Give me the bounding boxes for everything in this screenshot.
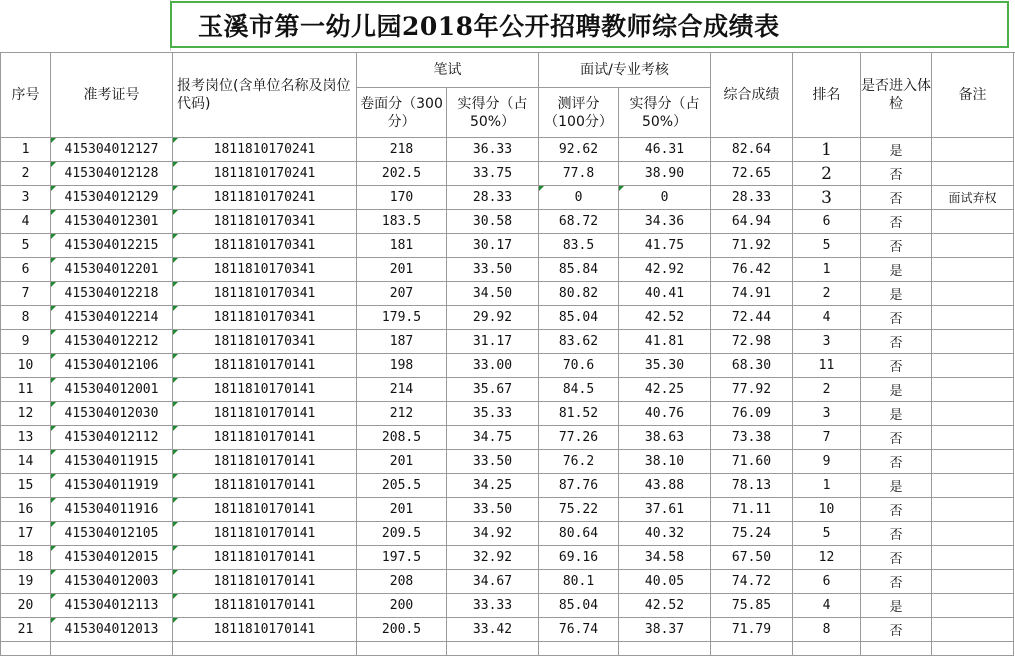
empty-cell[interactable] <box>1 642 51 656</box>
cell-seq[interactable]: 12 <box>1 402 51 426</box>
cell-written-raw[interactable]: 179.5 <box>357 306 447 330</box>
cell-seq[interactable]: 14 <box>1 450 51 474</box>
cell-position[interactable]: 1811810170241 <box>173 138 357 162</box>
empty-cell[interactable] <box>173 642 357 656</box>
cell-note[interactable] <box>932 258 1014 282</box>
cell-rank[interactable]: 4 <box>793 306 861 330</box>
score-table <box>0 52 1014 656</box>
cell-rank[interactable]: 5 <box>793 234 861 258</box>
cell-physical[interactable]: 是 <box>861 594 932 618</box>
cell-total[interactable]: 77.92 <box>711 378 793 402</box>
cell-exam-no[interactable]: 415304011915 <box>51 450 173 474</box>
cell-rank[interactable]: 6 <box>793 210 861 234</box>
empty-cell[interactable] <box>539 642 619 656</box>
empty-cell[interactable] <box>861 642 932 656</box>
cell-note[interactable] <box>932 210 1014 234</box>
cell-physical[interactable]: 否 <box>861 306 932 330</box>
cell-seq[interactable]: 2 <box>1 162 51 186</box>
cell-total[interactable]: 76.42 <box>711 258 793 282</box>
cell-note[interactable] <box>932 546 1014 570</box>
cell-total[interactable]: 75.85 <box>711 594 793 618</box>
header-interview-score[interactable]: 实得分（占50%） <box>619 88 711 138</box>
header-rank[interactable]: 排名 <box>793 53 861 138</box>
cell-written-score[interactable]: 29.92 <box>447 306 539 330</box>
cell-written-raw[interactable]: 218 <box>357 138 447 162</box>
cell-seq[interactable]: 17 <box>1 522 51 546</box>
cell-note[interactable] <box>932 426 1014 450</box>
cell-interview-score[interactable]: 0 <box>619 186 711 210</box>
cell-physical[interactable]: 否 <box>861 162 932 186</box>
cell-interview-raw[interactable]: 75.22 <box>539 498 619 522</box>
cell-interview-raw[interactable]: 85.04 <box>539 306 619 330</box>
cell-exam-no[interactable]: 415304012218 <box>51 282 173 306</box>
table-row <box>1 546 1014 570</box>
cell-rank[interactable]: 12 <box>793 546 861 570</box>
cell-exam-no[interactable]: 415304012127 <box>51 138 173 162</box>
cell-interview-score[interactable]: 40.41 <box>619 282 711 306</box>
cell-position[interactable]: 1811810170141 <box>173 594 357 618</box>
cell-physical[interactable]: 否 <box>861 546 932 570</box>
cell-physical[interactable]: 是 <box>861 378 932 402</box>
cell-seq[interactable]: 6 <box>1 258 51 282</box>
header-note[interactable]: 备注 <box>932 53 1014 138</box>
cell-interview-raw[interactable]: 80.64 <box>539 522 619 546</box>
cell-written-raw[interactable]: 201 <box>357 498 447 522</box>
cell-written-score[interactable]: 28.33 <box>447 186 539 210</box>
cell-written-score[interactable]: 33.50 <box>447 258 539 282</box>
cell-written-raw[interactable]: 212 <box>357 402 447 426</box>
cell-seq[interactable]: 18 <box>1 546 51 570</box>
cell-written-raw[interactable]: 187 <box>357 330 447 354</box>
cell-total[interactable]: 71.92 <box>711 234 793 258</box>
cell-position[interactable]: 1811810170341 <box>173 306 357 330</box>
cell-written-raw[interactable]: 208.5 <box>357 426 447 450</box>
cell-rank[interactable]: 2 <box>793 162 861 186</box>
cell-interview-raw[interactable]: 80.1 <box>539 570 619 594</box>
cell-exam-no[interactable]: 415304012301 <box>51 210 173 234</box>
cell-rank[interactable]: 3 <box>793 402 861 426</box>
cell-written-score[interactable]: 33.50 <box>447 498 539 522</box>
cell-note[interactable] <box>932 234 1014 258</box>
cell-position[interactable]: 1811810170341 <box>173 258 357 282</box>
cell-total[interactable]: 75.24 <box>711 522 793 546</box>
cell-interview-score[interactable]: 35.30 <box>619 354 711 378</box>
table-row <box>1 498 1014 522</box>
empty-cell[interactable] <box>932 642 1014 656</box>
cell-note[interactable] <box>932 306 1014 330</box>
cell-written-score[interactable]: 33.00 <box>447 354 539 378</box>
cell-note[interactable] <box>932 162 1014 186</box>
cell-interview-raw[interactable]: 92.62 <box>539 138 619 162</box>
table-row <box>1 594 1014 618</box>
cell-note[interactable] <box>932 138 1014 162</box>
cell-interview-score[interactable]: 42.52 <box>619 306 711 330</box>
cell-written-score[interactable]: 34.25 <box>447 474 539 498</box>
cell-interview-score[interactable]: 43.88 <box>619 474 711 498</box>
empty-row <box>1 642 1014 656</box>
cell-exam-no[interactable]: 415304012013 <box>51 618 173 642</box>
cell-written-score[interactable]: 30.58 <box>447 210 539 234</box>
cell-seq[interactable]: 7 <box>1 282 51 306</box>
cell-exam-no[interactable]: 415304012015 <box>51 546 173 570</box>
cell-rank[interactable]: 1 <box>793 474 861 498</box>
cell-position[interactable]: 1811810170141 <box>173 546 357 570</box>
cell-position[interactable]: 1811810170241 <box>173 186 357 210</box>
header-interview[interactable]: 面试/专业考核 <box>539 53 711 88</box>
header-written-score[interactable]: 实得分（占50%） <box>447 88 539 138</box>
cell-written-raw[interactable]: 205.5 <box>357 474 447 498</box>
header-seq[interactable]: 序号 <box>1 53 51 138</box>
table-row <box>1 234 1014 258</box>
cell-exam-no[interactable]: 415304012030 <box>51 402 173 426</box>
cell-interview-raw[interactable]: 84.5 <box>539 378 619 402</box>
header-written-raw[interactable]: 卷面分（300分） <box>357 88 447 138</box>
table-row <box>1 282 1014 306</box>
cell-note[interactable] <box>932 354 1014 378</box>
cell-note[interactable] <box>932 570 1014 594</box>
cell-written-raw[interactable]: 200 <box>357 594 447 618</box>
cell-rank[interactable]: 11 <box>793 354 861 378</box>
cell-physical[interactable]: 否 <box>861 210 932 234</box>
cell-written-score[interactable]: 34.92 <box>447 522 539 546</box>
cell-written-score[interactable]: 34.67 <box>447 570 539 594</box>
cell-written-score[interactable]: 30.17 <box>447 234 539 258</box>
cell-exam-no[interactable]: 415304012201 <box>51 258 173 282</box>
cell-position[interactable]: 1811810170141 <box>173 450 357 474</box>
cell-total[interactable]: 74.72 <box>711 570 793 594</box>
title-cell[interactable] <box>170 1 1009 48</box>
cell-physical[interactable]: 是 <box>861 282 932 306</box>
cell-exam-no[interactable]: 415304012129 <box>51 186 173 210</box>
cell-physical[interactable]: 否 <box>861 354 932 378</box>
cell-written-score[interactable]: 35.67 <box>447 378 539 402</box>
cell-total[interactable]: 28.33 <box>711 186 793 210</box>
cell-seq[interactable]: 1 <box>1 138 51 162</box>
cell-position[interactable]: 1811810170141 <box>173 570 357 594</box>
cell-note[interactable] <box>932 402 1014 426</box>
cell-written-raw[interactable]: 197.5 <box>357 546 447 570</box>
cell-physical[interactable]: 否 <box>861 570 932 594</box>
cell-position[interactable]: 1811810170141 <box>173 426 357 450</box>
cell-note[interactable] <box>932 522 1014 546</box>
table-row <box>1 330 1014 354</box>
empty-cell[interactable] <box>51 642 173 656</box>
cell-total[interactable]: 68.30 <box>711 354 793 378</box>
header-total[interactable]: 综合成绩 <box>711 53 793 138</box>
cell-rank[interactable]: 2 <box>793 282 861 306</box>
cell-interview-score[interactable]: 42.25 <box>619 378 711 402</box>
cell-written-score[interactable]: 34.75 <box>447 426 539 450</box>
cell-written-score[interactable]: 33.33 <box>447 594 539 618</box>
table-row <box>1 162 1014 186</box>
table-row <box>1 474 1014 498</box>
cell-note[interactable] <box>932 474 1014 498</box>
empty-cell[interactable] <box>357 642 447 656</box>
cell-interview-raw[interactable]: 77.8 <box>539 162 619 186</box>
cell-total[interactable]: 72.98 <box>711 330 793 354</box>
cell-interview-raw[interactable]: 77.26 <box>539 426 619 450</box>
cell-position[interactable]: 1811810170141 <box>173 402 357 426</box>
cell-interview-raw[interactable]: 76.2 <box>539 450 619 474</box>
cell-interview-score[interactable]: 38.10 <box>619 450 711 474</box>
cell-total[interactable]: 72.44 <box>711 306 793 330</box>
cell-written-score[interactable]: 36.33 <box>447 138 539 162</box>
cell-total[interactable]: 72.65 <box>711 162 793 186</box>
cell-total[interactable]: 82.64 <box>711 138 793 162</box>
header-interview-raw[interactable]: 测评分（100分） <box>539 88 619 138</box>
cell-physical[interactable]: 否 <box>861 330 932 354</box>
empty-cell[interactable] <box>447 642 539 656</box>
cell-total[interactable]: 71.79 <box>711 618 793 642</box>
cell-written-score[interactable]: 32.92 <box>447 546 539 570</box>
cell-exam-no[interactable]: 415304011916 <box>51 498 173 522</box>
cell-exam-no[interactable]: 415304012128 <box>51 162 173 186</box>
cell-written-score[interactable]: 33.50 <box>447 450 539 474</box>
cell-written-raw[interactable]: 214 <box>357 378 447 402</box>
cell-written-score[interactable]: 33.75 <box>447 162 539 186</box>
cell-note[interactable] <box>932 618 1014 642</box>
cell-written-raw[interactable]: 198 <box>357 354 447 378</box>
cell-exam-no[interactable]: 415304012215 <box>51 234 173 258</box>
cell-note[interactable] <box>932 378 1014 402</box>
cell-written-score[interactable]: 34.50 <box>447 282 539 306</box>
cell-interview-score[interactable]: 37.61 <box>619 498 711 522</box>
cell-written-raw[interactable]: 209.5 <box>357 522 447 546</box>
cell-note[interactable] <box>932 450 1014 474</box>
cell-written-raw[interactable]: 170 <box>357 186 447 210</box>
cell-seq[interactable]: 11 <box>1 378 51 402</box>
title-blank-cell[interactable] <box>0 0 171 51</box>
sheet-title: 玉溪市第一幼儿园2018年公开招聘教师综合成绩表 <box>198 11 780 41</box>
cell-exam-no[interactable]: 415304012214 <box>51 306 173 330</box>
cell-interview-raw[interactable]: 87.76 <box>539 474 619 498</box>
cell-interview-score[interactable]: 40.05 <box>619 570 711 594</box>
table-row <box>1 618 1014 642</box>
cell-interview-raw[interactable]: 83.62 <box>539 330 619 354</box>
cell-exam-no[interactable]: 415304012001 <box>51 378 173 402</box>
cell-physical[interactable]: 是 <box>861 402 932 426</box>
cell-rank[interactable]: 5 <box>793 522 861 546</box>
cell-position[interactable]: 1811810170341 <box>173 330 357 354</box>
cell-written-raw[interactable]: 202.5 <box>357 162 447 186</box>
cell-interview-raw[interactable]: 0 <box>539 186 619 210</box>
cell-physical[interactable]: 否 <box>861 618 932 642</box>
cell-total[interactable]: 71.11 <box>711 498 793 522</box>
cell-position[interactable]: 1811810170141 <box>173 618 357 642</box>
cell-seq[interactable]: 8 <box>1 306 51 330</box>
header-physical[interactable]: 是否进入体检 <box>861 53 932 138</box>
cell-seq[interactable]: 20 <box>1 594 51 618</box>
cell-interview-score[interactable]: 41.81 <box>619 330 711 354</box>
table-row <box>1 186 1014 210</box>
cell-exam-no[interactable]: 415304012106 <box>51 354 173 378</box>
cell-interview-raw[interactable]: 69.16 <box>539 546 619 570</box>
cell-rank[interactable]: 3 <box>793 186 861 210</box>
cell-written-raw[interactable]: 181 <box>357 234 447 258</box>
cell-written-score[interactable]: 35.33 <box>447 402 539 426</box>
table-row <box>1 426 1014 450</box>
cell-position[interactable]: 1811810170341 <box>173 210 357 234</box>
table-row <box>1 258 1014 282</box>
cell-exam-no[interactable]: 415304011919 <box>51 474 173 498</box>
cell-position[interactable]: 1811810170341 <box>173 282 357 306</box>
table-row <box>1 210 1014 234</box>
cell-rank[interactable]: 6 <box>793 570 861 594</box>
cell-physical[interactable]: 否 <box>861 186 932 210</box>
cell-seq[interactable]: 4 <box>1 210 51 234</box>
cell-written-score[interactable]: 33.42 <box>447 618 539 642</box>
cell-rank[interactable]: 7 <box>793 426 861 450</box>
cell-position[interactable]: 1811810170141 <box>173 354 357 378</box>
header-exam-no[interactable]: 准考证号 <box>51 53 173 138</box>
cell-seq[interactable]: 10 <box>1 354 51 378</box>
cell-interview-score[interactable]: 38.90 <box>619 162 711 186</box>
cell-exam-no[interactable]: 415304012113 <box>51 594 173 618</box>
table-row <box>1 354 1014 378</box>
cell-note[interactable] <box>932 282 1014 306</box>
cell-rank[interactable]: 4 <box>793 594 861 618</box>
cell-physical[interactable]: 否 <box>861 450 932 474</box>
cell-exam-no[interactable]: 415304012212 <box>51 330 173 354</box>
cell-seq[interactable]: 21 <box>1 618 51 642</box>
cell-total[interactable]: 73.38 <box>711 426 793 450</box>
cell-written-raw[interactable]: 207 <box>357 282 447 306</box>
empty-cell[interactable] <box>711 642 793 656</box>
cell-interview-raw[interactable]: 80.82 <box>539 282 619 306</box>
cell-seq[interactable]: 13 <box>1 426 51 450</box>
cell-exam-no[interactable]: 415304012112 <box>51 426 173 450</box>
cell-written-score[interactable]: 31.17 <box>447 330 539 354</box>
cell-interview-score[interactable]: 41.75 <box>619 234 711 258</box>
cell-seq[interactable]: 16 <box>1 498 51 522</box>
cell-interview-score[interactable]: 38.63 <box>619 426 711 450</box>
cell-position[interactable]: 1811810170141 <box>173 474 357 498</box>
cell-interview-raw[interactable]: 70.6 <box>539 354 619 378</box>
cell-position[interactable]: 1811810170141 <box>173 378 357 402</box>
cell-physical[interactable]: 否 <box>861 498 932 522</box>
cell-exam-no[interactable]: 415304012105 <box>51 522 173 546</box>
cell-rank[interactable]: 8 <box>793 618 861 642</box>
cell-rank[interactable]: 1 <box>793 258 861 282</box>
cell-written-raw[interactable]: 200.5 <box>357 618 447 642</box>
cell-note[interactable] <box>932 498 1014 522</box>
cell-rank[interactable]: 3 <box>793 330 861 354</box>
cell-interview-score[interactable]: 40.76 <box>619 402 711 426</box>
cell-note[interactable] <box>932 330 1014 354</box>
cell-position[interactable]: 1811810170141 <box>173 498 357 522</box>
cell-written-raw[interactable]: 208 <box>357 570 447 594</box>
cell-total[interactable]: 71.60 <box>711 450 793 474</box>
cell-seq[interactable]: 19 <box>1 570 51 594</box>
cell-total[interactable]: 64.94 <box>711 210 793 234</box>
cell-rank[interactable]: 9 <box>793 450 861 474</box>
cell-physical[interactable]: 否 <box>861 426 932 450</box>
header-position[interactable]: 报考岗位(含单位名称及岗位代码) <box>173 53 357 138</box>
cell-interview-raw[interactable]: 85.04 <box>539 594 619 618</box>
cell-interview-score[interactable]: 38.37 <box>619 618 711 642</box>
cell-seq[interactable]: 9 <box>1 330 51 354</box>
cell-interview-score[interactable]: 34.36 <box>619 210 711 234</box>
table-row <box>1 450 1014 474</box>
cell-rank[interactable]: 10 <box>793 498 861 522</box>
cell-interview-score[interactable]: 42.92 <box>619 258 711 282</box>
cell-rank[interactable]: 2 <box>793 378 861 402</box>
table-row <box>1 522 1014 546</box>
table-row <box>1 378 1014 402</box>
cell-written-raw[interactable]: 183.5 <box>357 210 447 234</box>
empty-cell[interactable] <box>619 642 711 656</box>
cell-position[interactable]: 1811810170341 <box>173 234 357 258</box>
cell-interview-raw[interactable]: 81.52 <box>539 402 619 426</box>
cell-interview-raw[interactable]: 83.5 <box>539 234 619 258</box>
cell-rank[interactable]: 1 <box>793 138 861 162</box>
cell-position[interactable]: 1811810170141 <box>173 522 357 546</box>
cell-physical[interactable]: 否 <box>861 522 932 546</box>
empty-cell[interactable] <box>793 642 861 656</box>
table-row <box>1 138 1014 162</box>
cell-total[interactable]: 76.09 <box>711 402 793 426</box>
cell-physical[interactable]: 否 <box>861 234 932 258</box>
cell-written-raw[interactable]: 201 <box>357 258 447 282</box>
cell-interview-raw[interactable]: 85.84 <box>539 258 619 282</box>
cell-note[interactable]: 面试弃权 <box>932 186 1014 210</box>
cell-physical[interactable]: 是 <box>861 258 932 282</box>
cell-interview-raw[interactable]: 68.72 <box>539 210 619 234</box>
cell-interview-score[interactable]: 42.52 <box>619 594 711 618</box>
cell-physical[interactable]: 是 <box>861 474 932 498</box>
cell-seq[interactable]: 3 <box>1 186 51 210</box>
table-row <box>1 402 1014 426</box>
cell-physical[interactable]: 是 <box>861 138 932 162</box>
cell-note[interactable] <box>932 594 1014 618</box>
cell-interview-score[interactable]: 34.58 <box>619 546 711 570</box>
cell-total[interactable]: 78.13 <box>711 474 793 498</box>
table-row <box>1 570 1014 594</box>
cell-written-raw[interactable]: 201 <box>357 450 447 474</box>
cell-seq[interactable]: 15 <box>1 474 51 498</box>
table-row <box>1 306 1014 330</box>
cell-total[interactable]: 67.50 <box>711 546 793 570</box>
cell-interview-score[interactable]: 46.31 <box>619 138 711 162</box>
cell-position[interactable]: 1811810170241 <box>173 162 357 186</box>
cell-interview-score[interactable]: 40.32 <box>619 522 711 546</box>
cell-exam-no[interactable]: 415304012003 <box>51 570 173 594</box>
cell-interview-raw[interactable]: 76.74 <box>539 618 619 642</box>
header-written[interactable]: 笔试 <box>357 53 539 88</box>
title-row <box>0 0 1015 53</box>
cell-seq[interactable]: 5 <box>1 234 51 258</box>
cell-total[interactable]: 74.91 <box>711 282 793 306</box>
